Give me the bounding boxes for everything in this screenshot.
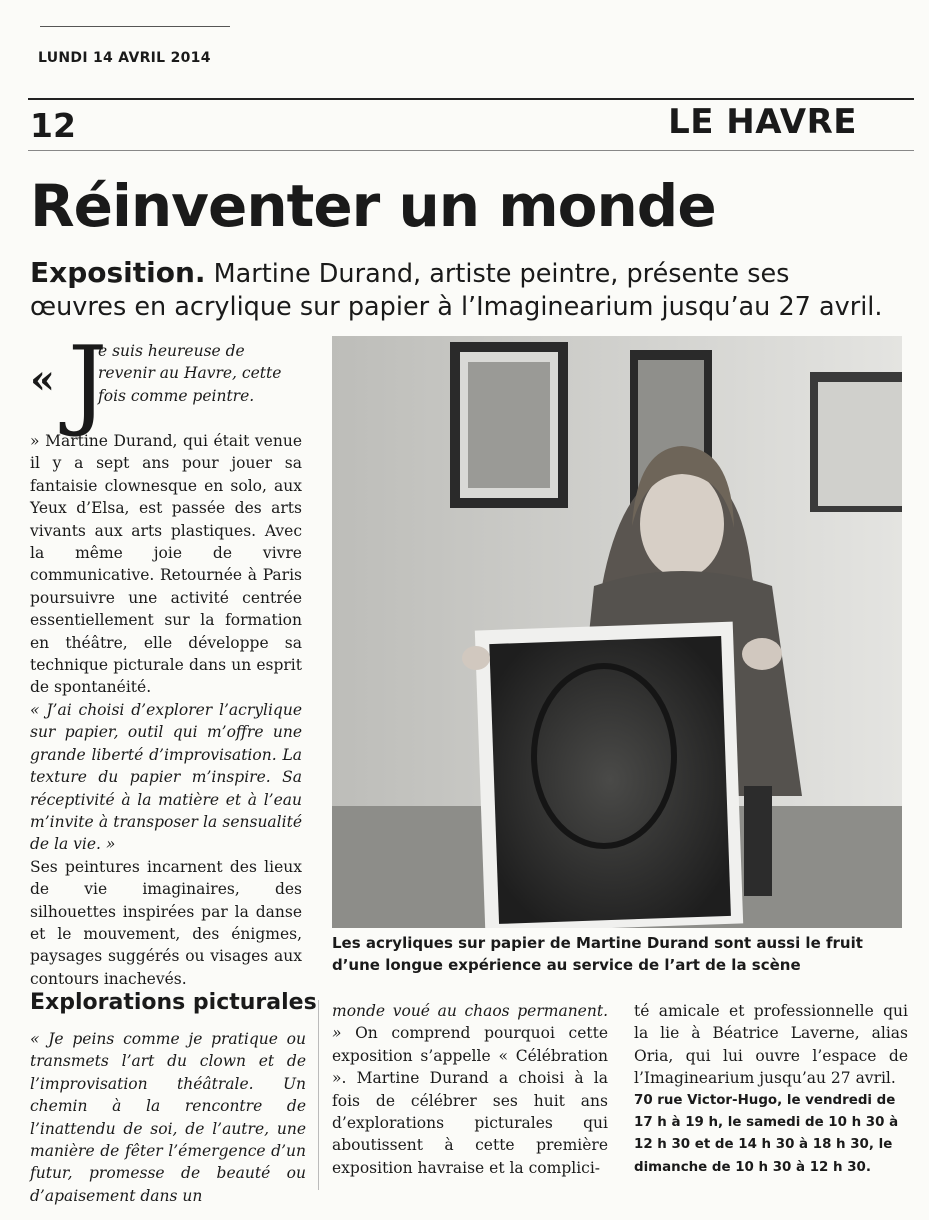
- issue-date: LUNDI 14 AVRIL 2014: [38, 50, 211, 66]
- article-column-3: [634, 1000, 908, 1179]
- section-rule: [28, 150, 914, 151]
- held-painting: [475, 622, 743, 928]
- artist-quote-2: « Je peins comme je pratique ou transmets l’art du clown et de l’improvisation théâtrale. Un chemin à la rencontre de l’inattendu de soi, de l’autre, une manière de fêter l’émergence d’un futur, promesse de beauté ou d’apaisement dans un: [30, 1030, 306, 1205]
- lead-paragraph: » Martine Durand, qui était venue il y a sept ans pour jouer sa fantaisie clownesque en solo, aux Yeux d’Elsa, est passée des arts vivants aux arts plastiques. Avec la même joie de vivre communicative. Retournée à Paris poursuivre une activité centrée essentiellement sur la formation en théâtre, elle développe sa technique picturale dans un esprit de spontanéité.: [30, 432, 302, 697]
- article-photo: [332, 336, 902, 928]
- lead-opening: [30, 326, 302, 440]
- article-deck: [30, 256, 890, 324]
- article-headline: Réinventer un monde: [30, 172, 716, 240]
- lead-italic: e suis heureuse de revenir au Havre, cette fois comme peintre.: [98, 342, 282, 405]
- opening-quote-mark: «: [30, 356, 55, 403]
- deck-text: Martine Durand, artiste peintre, présente ses œuvres en acrylique sur papier à l’Imaginearium jusqu’au 27 avril.: [30, 259, 883, 322]
- top-rule: [40, 26, 230, 27]
- article-column-1: [30, 326, 302, 990]
- header-rule: [28, 98, 914, 100]
- frame-left: [450, 342, 568, 508]
- artist-quote: « J’ai choisi d’explorer l’acrylique sur papier, outil qui m’offre une grande liberté d’improvisation. La texture du papier m’inspire. Sa réceptivité à la matière et à l’eau m’invite à transposer la sensualité de la vie. »: [30, 700, 302, 854]
- photo-caption: Les acryliques sur papier de Martine Durand sont aussi le fruit d’une longue expérience au service de l’art de la scène: [332, 934, 863, 974]
- deck-kicker: Exposition.: [30, 256, 206, 289]
- body-paragraph: Ses peintures incarnent des lieux de vie imaginaires, des silhouettes inspirées par la danse et le mouvement, des énigmes, paysages suggérés ou visages aux contours inachevés.: [30, 857, 302, 988]
- section-title: LE HAVRE: [668, 102, 857, 142]
- column-divider: [318, 1000, 319, 1190]
- body-paragraph-end: té amicale et professionnelle qui la lie à Béatrice Laverne, alias Oria, qui lui ouvre l’espace de l’Imaginearium jusqu’au 27 avril.: [634, 1002, 908, 1088]
- article-column-1-bottom: [30, 1028, 306, 1207]
- section-subhead: Explorations picturales: [30, 990, 317, 1015]
- quote-continuation: monde voué au chaos permanent. » On comprend pourquoi cette exposition s’appelle « Célébration ». Martine Durand a choisi à la fois de célébrer ses huit ans d’explorations picturales qui aboutissent à cette première exposition havraise et la complici-: [332, 1002, 608, 1177]
- photo-artist-with-painting: [332, 336, 902, 928]
- article-column-2: [332, 1000, 608, 1179]
- practical-info: 70 rue Victor-Hugo, le vendredi de 17 h à 19 h, le samedi de 10 h 30 à 12 h 30 et de 14 h 30 à 18 h 30, le dimanche de 10 h 30 à 12 h 30.: [634, 1092, 899, 1175]
- drop-cap: J: [68, 326, 108, 440]
- frame-far-right: [810, 372, 902, 512]
- page-number: 12: [30, 106, 76, 145]
